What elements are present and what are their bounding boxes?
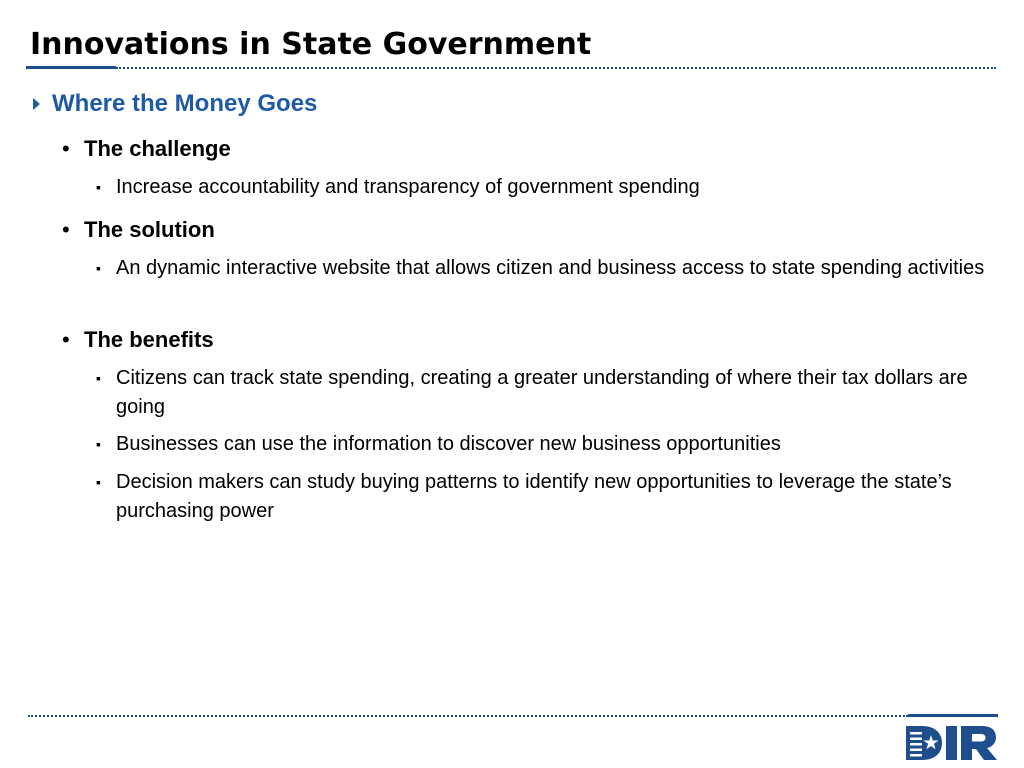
sub-list-item — [96, 364, 996, 422]
list-item-challenge — [62, 135, 231, 162]
sub-list-item-text: Citizens can track state spending, creating a greater understanding of where their tax dollars are going — [116, 367, 968, 418]
sub-list-item-text: An dynamic interactive website that allows citizen and business access to state spending activities — [116, 257, 985, 279]
list-item-solution — [62, 216, 215, 243]
list-item-heading: The solution — [84, 217, 215, 242]
sub-list-item — [96, 254, 996, 283]
list-item-heading: The benefits — [84, 327, 214, 352]
bullet-marker: • — [62, 327, 70, 352]
sub-list-item — [96, 173, 996, 202]
bullet-marker: • — [62, 136, 70, 161]
dir-logo — [904, 724, 998, 762]
footer-divider-dotted — [28, 715, 908, 717]
sub-list-item — [96, 468, 996, 526]
sub-list-item — [96, 430, 996, 459]
footer-divider-solid — [908, 714, 998, 717]
bullet-marker: • — [62, 217, 70, 242]
logo-text: DIR — [904, 724, 906, 725]
list-item-benefits — [62, 326, 214, 353]
sub-bullet-marker: ▪ — [96, 474, 101, 490]
section-heading-text: Where the Money Goes — [52, 90, 318, 117]
sub-bullet-marker: ▪ — [96, 179, 101, 195]
footer-divider — [28, 714, 998, 717]
sub-list-item-text: Decision makers can study buying patterns to identify new opportunities to leverage the state’s purchasing power — [116, 471, 952, 522]
sub-bullet-marker: ▪ — [96, 260, 101, 276]
sub-bullet-marker: ▪ — [96, 436, 101, 452]
sub-bullet-marker: ▪ — [96, 370, 101, 386]
list-item-heading: The challenge — [84, 136, 231, 161]
texas-flag-icon — [906, 726, 942, 760]
slide-title: Innovations in State Government — [30, 27, 592, 62]
sub-list-item-text: Increase accountability and transparency of government spending — [116, 176, 700, 198]
sub-list-item-text: Businesses can use the information to discover new business opportunities — [116, 433, 781, 455]
